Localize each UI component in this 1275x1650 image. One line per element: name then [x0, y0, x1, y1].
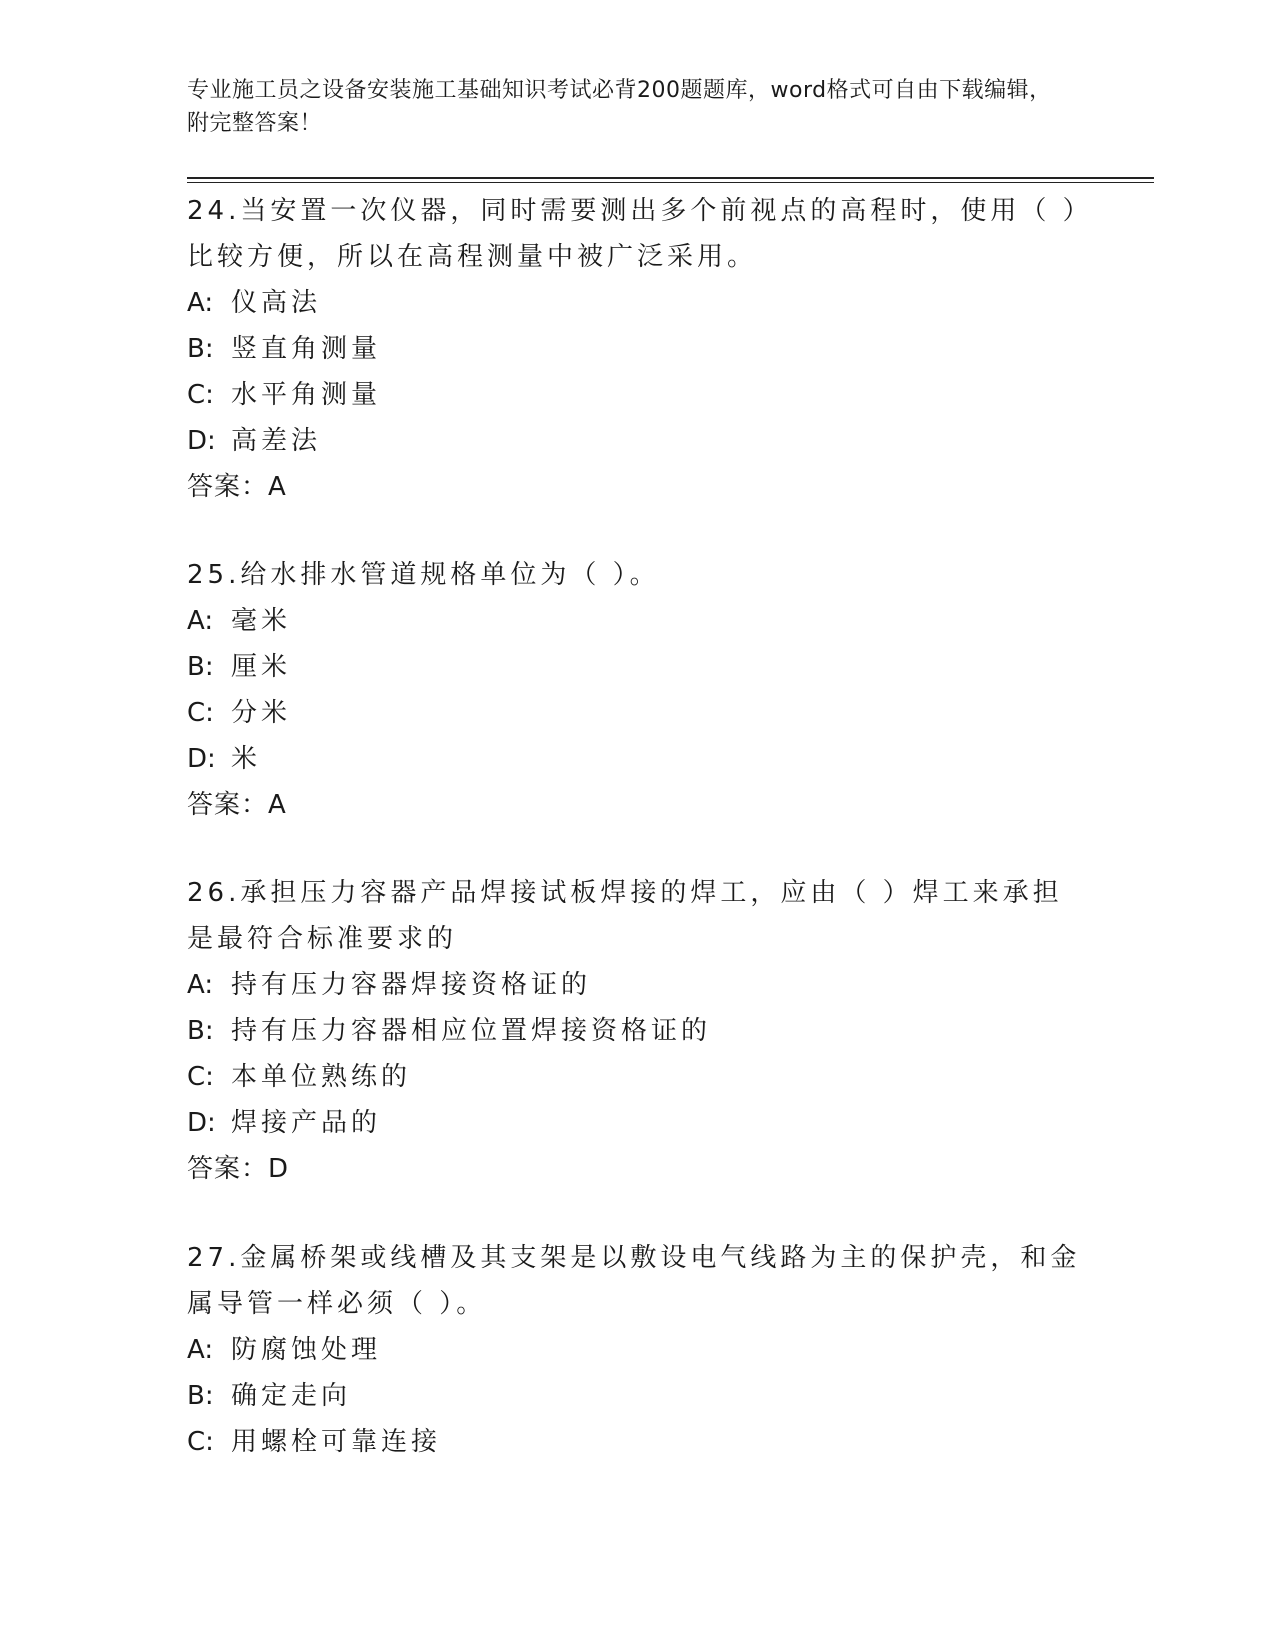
option-d: [187, 736, 1087, 782]
question-27: [187, 1235, 1087, 1465]
option-key: B:: [187, 334, 214, 364]
question-25: [187, 552, 1087, 828]
option-b: [187, 644, 1087, 690]
option-key: C:: [187, 1427, 214, 1457]
option-key: C:: [187, 380, 214, 410]
option-text: 毫米: [231, 606, 292, 636]
option-key: D:: [187, 1108, 216, 1138]
option-a: [187, 280, 1087, 326]
option-text: 竖直角测量: [231, 334, 382, 364]
option-text: 持有压力容器焊接资格证的: [231, 970, 592, 1000]
option-key: D:: [187, 426, 216, 456]
answer-line: 答案：A: [187, 472, 287, 502]
option-text: 厘米: [231, 652, 292, 682]
option-text: 确定走向: [231, 1381, 352, 1411]
option-text: 高差法: [231, 426, 322, 456]
option-key: A:: [187, 606, 214, 636]
option-c: [187, 372, 1087, 418]
option-key: B:: [187, 652, 214, 682]
option-b: [187, 326, 1087, 372]
answer-line: 答案：A: [187, 790, 287, 820]
option-text: 分米: [231, 698, 292, 728]
option-a: [187, 598, 1087, 644]
option-text: 防腐蚀处理: [231, 1335, 382, 1365]
option-key: C:: [187, 1062, 214, 1092]
option-text: 焊接产品的: [231, 1108, 382, 1138]
option-text: 仪高法: [231, 288, 322, 318]
document-header: 专业施工员之设备安装施工基础知识考试必背200题题库，word格式可自由下载编辑，附完整答案！: [187, 78, 1052, 136]
option-b: [187, 1373, 1087, 1419]
option-text: 用螺栓可靠连接: [231, 1427, 442, 1457]
option-a: [187, 962, 1087, 1008]
option-b: [187, 1008, 1087, 1054]
question-24: [187, 188, 1087, 510]
option-text: 米: [231, 744, 262, 774]
option-text: 持有压力容器相应位置焊接资格证的: [231, 1016, 712, 1046]
option-key: C:: [187, 698, 214, 728]
option-text: 水平角测量: [231, 380, 382, 410]
question-stem: 25.给水排水管道规格单位为（ ）。: [187, 560, 660, 590]
option-c: [187, 1054, 1087, 1100]
question-stem: 26.承担压力容器产品焊接试板焊接的焊工，应由（ ）焊工来承担是最符合标准要求的: [187, 878, 1063, 954]
option-key: D:: [187, 744, 216, 774]
option-key: B:: [187, 1381, 214, 1411]
question-26: [187, 870, 1087, 1192]
header-divider: [187, 177, 1154, 183]
option-a: [187, 1327, 1087, 1373]
option-key: A:: [187, 1335, 214, 1365]
option-c: [187, 1419, 1087, 1465]
question-stem: 27.金属桥架或线槽及其支架是以敷设电气线路为主的保护壳，和金属导管一样必须（ ）。: [187, 1243, 1081, 1319]
question-stem: 24.当安置一次仪器，同时需要测出多个前视点的高程时，使用（ ）比较方便，所以在高程测量中被广泛采用。: [187, 196, 1080, 272]
option-c: [187, 690, 1087, 736]
option-key: A:: [187, 288, 214, 318]
option-d: [187, 418, 1087, 464]
option-key: A:: [187, 970, 214, 1000]
option-text: 本单位熟练的: [231, 1062, 412, 1092]
option-d: [187, 1100, 1087, 1146]
option-key: B:: [187, 1016, 214, 1046]
answer-line: 答案：D: [187, 1154, 290, 1184]
